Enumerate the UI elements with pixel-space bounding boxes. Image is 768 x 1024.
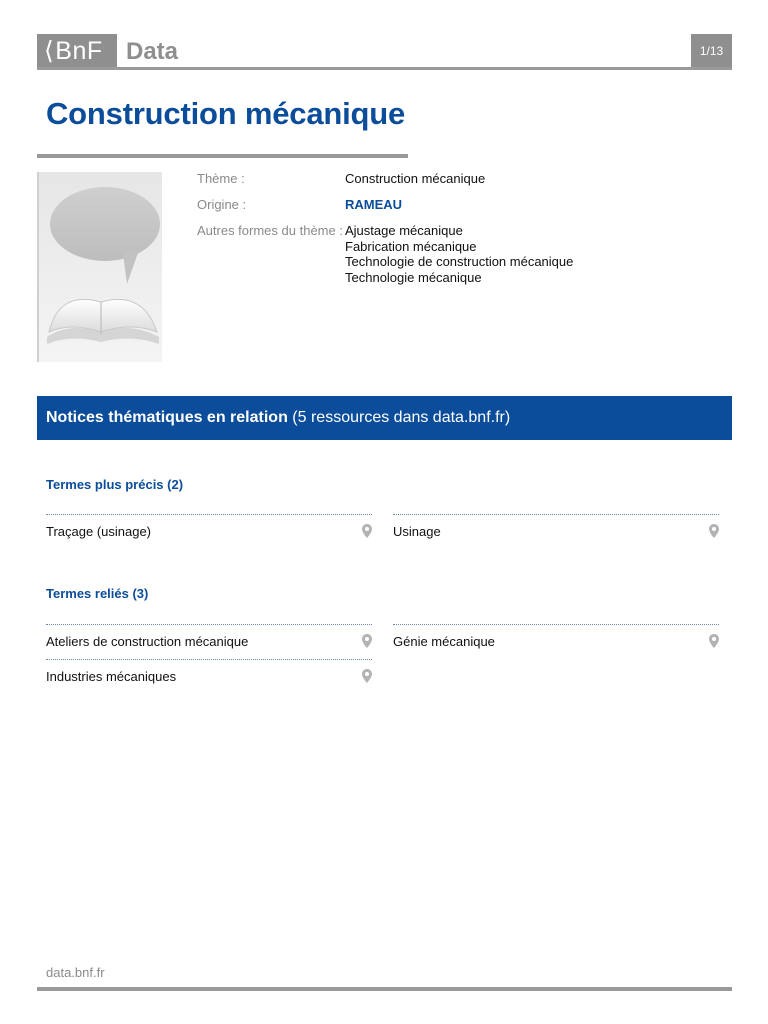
term-label: Génie mécanique	[393, 634, 495, 649]
header-divider	[37, 67, 732, 70]
group-heading-termes-relies: Termes reliés (3)	[46, 586, 149, 601]
term-item[interactable]	[393, 514, 719, 544]
term-item[interactable]	[46, 659, 372, 689]
logo-text: BnF	[55, 37, 103, 65]
autre-forme-item: Technologie mécanique	[345, 270, 482, 286]
autre-forme-item: Fabrication mécanique	[345, 238, 477, 254]
group-heading-termes-plus-precis: Termes plus précis (2)	[46, 477, 184, 492]
autre-forme-item: Technologie de construction mécanique	[345, 254, 574, 270]
footer-link[interactable]: data.bnf.fr	[46, 965, 105, 980]
term-item[interactable]	[46, 514, 372, 544]
title-underline	[37, 154, 408, 158]
banner-count: (5 ressources dans data.bnf.fr)	[292, 409, 511, 426]
banner-title: Notices thématiques en relation	[46, 409, 288, 426]
header-bar	[37, 34, 732, 70]
related-notices-banner	[37, 396, 732, 440]
theme-thumbnail	[37, 172, 162, 362]
logo-bracket: ⟨	[44, 37, 55, 65]
meta-label-origine: Origine :	[197, 197, 247, 212]
footer-divider	[37, 987, 732, 991]
page-indicator: 1/13	[691, 34, 732, 69]
meta-label-autres-formes: Autres formes du thème :	[197, 223, 343, 238]
term-label: Ateliers de construction mécanique	[46, 634, 249, 649]
term-item[interactable]	[393, 624, 719, 654]
term-label: Industries mécaniques	[46, 669, 177, 684]
map-pin-icon[interactable]	[362, 524, 372, 538]
autre-forme-item: Ajustage mécanique	[345, 223, 463, 238]
map-pin-icon[interactable]	[362, 634, 372, 648]
meta-value-theme: Construction mécanique	[345, 171, 486, 186]
book-speech-bubble-icon	[39, 172, 164, 362]
meta-label-theme: Thème :	[197, 171, 245, 186]
page-title: Construction mécanique	[46, 96, 406, 131]
map-pin-icon[interactable]	[362, 669, 372, 683]
term-label: Traçage (usinage)	[46, 524, 152, 539]
map-pin-icon[interactable]	[709, 524, 719, 538]
term-label: Usinage	[393, 524, 441, 539]
bnf-logo[interactable]	[37, 34, 117, 69]
term-item[interactable]	[46, 624, 372, 654]
origine-link[interactable]: RAMEAU	[345, 197, 403, 212]
autres-formes-list	[345, 223, 573, 286]
map-pin-icon[interactable]	[709, 634, 719, 648]
app-label: Data	[126, 38, 179, 65]
